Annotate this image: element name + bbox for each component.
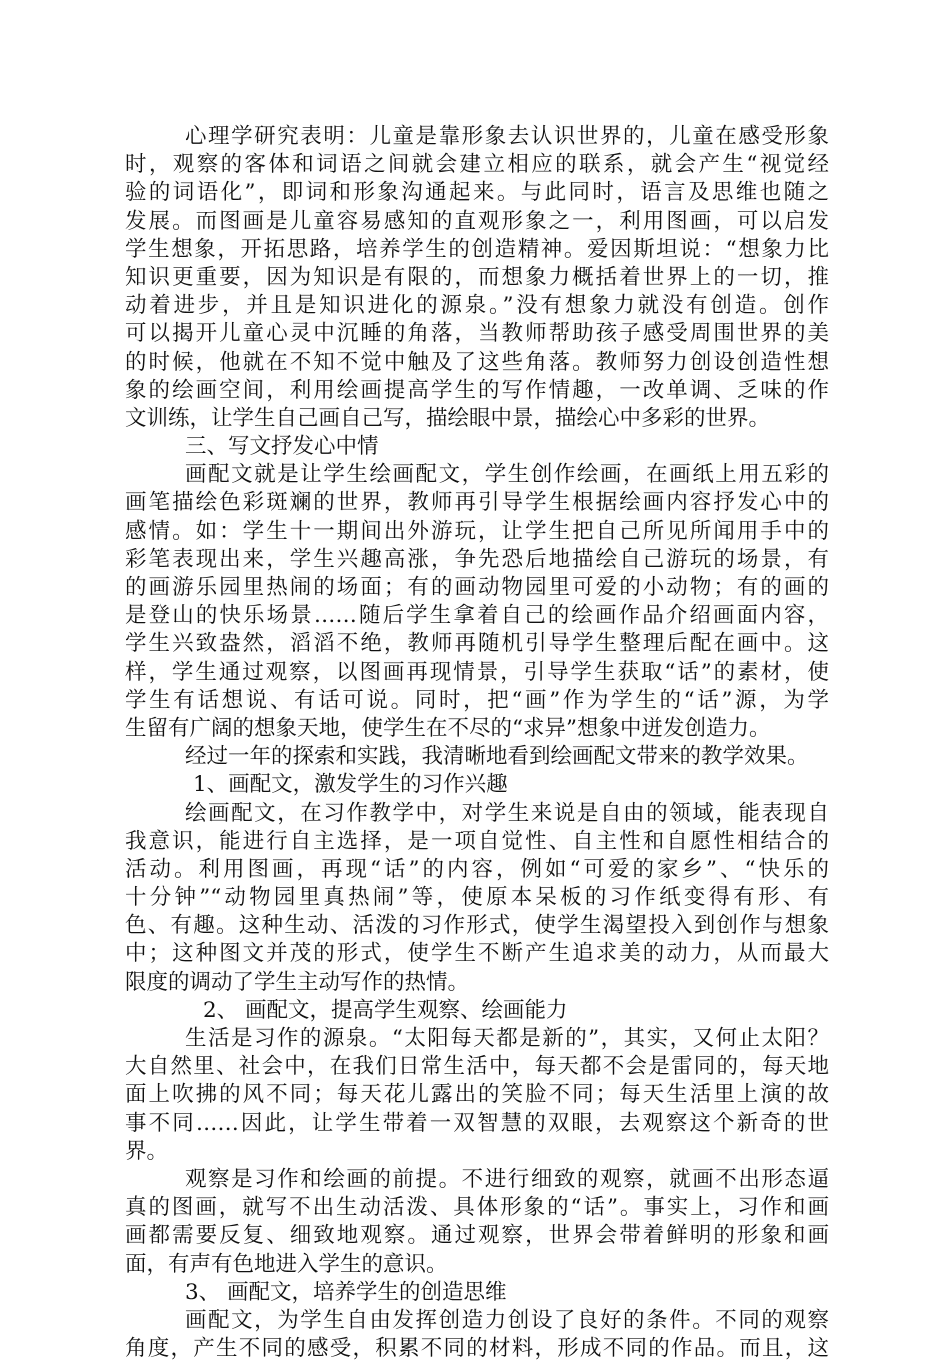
paragraph-line: 绘画配文，在习作教学中，对学生来说是自由的领域，能表现自 xyxy=(185,800,829,826)
paragraph-line: 面，有声有色地进入学生的意识。 xyxy=(125,1251,448,1277)
paragraph-line: 观察是习作和绘画的前提。不进行细致的观察，就画不出形态逼 xyxy=(185,1166,829,1192)
paragraph-line: 画笔描绘色彩斑斓的世界，教师再引导学生根据绘画内容抒发心中的 xyxy=(125,490,829,516)
paragraph-line: 是登山的快乐场景……随后学生拿着自己的绘画作品介绍画面内容， xyxy=(125,603,829,629)
section-heading: 三、写文抒发心中情 xyxy=(185,434,379,460)
paragraph-line: 发展。而图画是儿童容易感知的直观形象之一，利用图画，可以启发 xyxy=(125,208,829,234)
paragraph-line: 知识更重要，因为知识是有限的，而想象力概括着世界上的一切，推 xyxy=(125,264,829,290)
paragraph-line: 样，学生通过观察，以图画再现情景，引导学生获取“话”的素材，使 xyxy=(125,659,829,685)
paragraph-line: 画都需要反复、细致地观察。通过观察，世界会带着鲜明的形象和画 xyxy=(125,1223,829,1249)
paragraph-line: 动着进步，并且是知识进化的源泉。”没有想象力就没有创造。创作 xyxy=(125,293,829,319)
paragraph-line: 彩笔表现出来，学生兴趣高涨，争先恐后地描绘自己游玩的场景，有 xyxy=(125,546,829,572)
paragraph-line: 象的绘画空间，利用绘画提高学生的写作情趣，一改单调、乏味的作 xyxy=(125,377,829,403)
paragraph-line: 学生兴致盎然，滔滔不绝，教师再随机引导学生整理后配在画中。这 xyxy=(125,631,829,657)
paragraph-line: 画配文就是让学生绘画配文，学生创作绘画，在画纸上用五彩的 xyxy=(185,462,829,488)
paragraph-line: 文训练，让学生自己画自己写，描绘眼中景，描绘心中多彩的世界。 xyxy=(125,405,771,431)
paragraph-line: 生留有广阔的想象天地，使学生在不尽的“求异”想象中迸发创造力。 xyxy=(125,715,771,741)
paragraph-line: 角度，产生不同的感受，积累不同的材料，形成不同的作品。而且，这 xyxy=(125,1336,829,1362)
paragraph-line: 事不同……因此，让学生带着一双智慧的双眼，去观察这个新奇的世 xyxy=(125,1110,829,1136)
paragraph-line: 生活是习作的源泉。“太阳每天都是新的”，其实，又何止太阳？ xyxy=(185,1026,829,1051)
paragraph-line: 中；这种图文并茂的形式，使学生不断产生追求美的动力，从而最大 xyxy=(125,941,829,967)
paragraph-line: 的画游乐园里热闹的场面；有的画动物园里可爱的小动物；有的画的 xyxy=(125,575,829,600)
section-heading: 2、 画配文，提高学生观察、绘画能力 xyxy=(203,997,568,1023)
document-body xyxy=(125,123,829,1363)
paragraph-line: 十分钟”“动物园里真热闹”等，使原本呆板的习作纸变得有形、有 xyxy=(125,885,829,911)
paragraph-line: 时，观察的客体和词语之间就会建立相应的联系，就会产生“视觉经 xyxy=(125,152,829,178)
paragraph-line: 心理学研究表明：儿童是靠形象去认识世界的，儿童在感受形象 xyxy=(185,124,829,149)
paragraph-line: 学生有话想说、有话可说。同时，把“画”作为学生的“话”源，为学 xyxy=(125,687,829,713)
paragraph-line: 学生想象，开拓思路，培养学生的创造精神。爱因斯坦说：“想象力比 xyxy=(125,236,829,262)
paragraph-line: 可以揭开儿童心灵中沉睡的角落，当教师帮助孩子感受周围世界的美 xyxy=(125,321,829,347)
paragraph-line: 验的词语化”，即词和形象沟通起来。与此同时，语言及思维也随之 xyxy=(125,180,829,206)
paragraph-line: 活动。利用图画，再现“话”的内容，例如“可爱的家乡”、“快乐的 xyxy=(125,856,829,882)
paragraph-line: 的时候，他就在不知不觉中触及了这些角落。教师努力创设创造性想 xyxy=(125,349,829,375)
paragraph-line: 色、有趣。这种生动、活泼的习作形式，使学生渴望投入到创作与想象 xyxy=(125,913,829,939)
section-heading: 1、画配文，激发学生的习作兴趣 xyxy=(193,772,508,798)
paragraph-line: 大自然里、社会中，在我们日常生活中，每天都不会是雷同的，每天地 xyxy=(125,1054,829,1080)
paragraph-line: 界。 xyxy=(125,1138,169,1164)
paragraph-line: 真的图画，就写不出生动活泼、具体形象的“话”。事实上，习作和画 xyxy=(125,1195,829,1221)
paragraph-line: 面上吹拂的风不同；每天花儿露出的笑脸不同；每天生活里上演的故 xyxy=(125,1082,829,1108)
paragraph-line: 画配文，为学生自由发挥创造力创设了良好的条件。不同的观察 xyxy=(185,1307,829,1333)
paragraph-line: 经过一年的探索和实践，我清晰地看到绘画配文带来的教学效果。 xyxy=(185,744,809,770)
paragraph-line: 我意识，能进行自主选择，是一项自觉性、自主性和自愿性相结合的 xyxy=(125,828,829,854)
section-heading: 3、 画配文，培养学生的创造思维 xyxy=(185,1279,507,1305)
paragraph-line: 限度的调动了学生主动写作的热情。 xyxy=(125,969,470,995)
paragraph-line: 感情。如：学生十一期间出外游玩，让学生把自己所见所闻用手中的 xyxy=(125,518,829,544)
